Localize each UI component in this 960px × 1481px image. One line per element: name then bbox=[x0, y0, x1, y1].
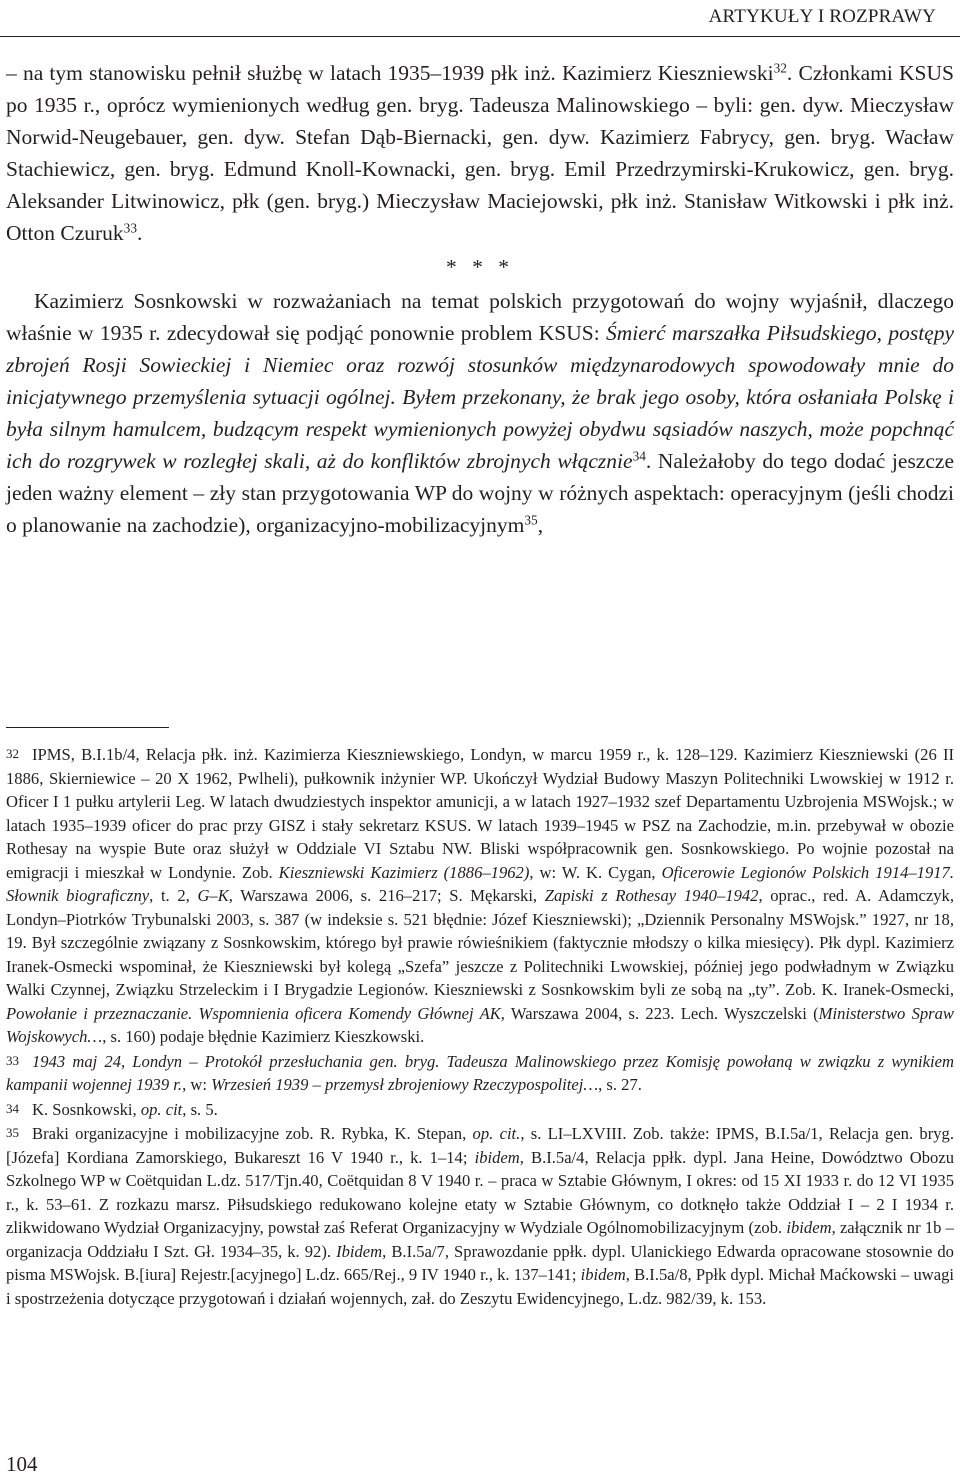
sosnkowski-quote: Śmierć marszałka Piłsudskiego, postępy zbrojeń Rosji Sowieckiej i Niemiec oraz rozwój stosunków międzynarodowych spowodowały mnie do inicjatywnego przemyślenia sytuacji ogólnej. Byłem przekonany, że brak jego osoby, która osłaniała Polskę i była silnym hamulcem, budzącym respekt wymienionych powyżej obydwu sąsiadów naszych, może popchnąć ich do rozgrywek w rozległej skali, aż do konfliktów zbrojnych włącznie bbox=[6, 321, 954, 473]
footnote-32: 32 IPMS, B.I.1b/4, Relacja płk. inż. Kazimierza Kieszniewskiego, Londyn, w marcu 1959 r., k. 128–129. Kazimierz Kieszniewski (26 II 1886, Skierniewice – 20 X 1962, Pwlheli), pułkownik inżynier WP. Ukończył Wydział Budowy Maszyn Politechniki Lwowskiej w 1912 r. Oficer I 1 pułku artylerii Leg. W latach dwudziestych inspektor amunicji, a w latach 1927–1932 szef Departamentu Uzbrojenia MSWojsk.; w latach 1935–1939 oficer do prac przy GISZ i stały sekretarz KSUS. W latach 1939–1945 w PSZ na Zachodzie, m.in. przebywał w obozie Rothesay na wyspie Bute oraz służył w Oddziale VI Sztabu NW. Bliski współpracownik gen. Sosnkowskiego. Po wojnie pozostał na emigracji i mieszkał w Londynie. Zob. Kieszniewski Kazimierz (1886–1962), w: W. K. Cygan, Oficerowie Legionów Polskich 1914–1917. Słownik biograficzny, t. 2, G–K, Warszawa 2006, s. 216–217; S. Mękarski, Zapiski z Rothesay 1940–1942, oprac., red. A. Adamczyk, Londyn–Piotrków Trybunalski 2003, s. 387 (w indeksie s. 521 błędnie: Józef Kieszniewski); „Dziennik Personalny MSWojsk.” 1927, nr 18, 19. Był szczególnie związany z Sosnkowskim, którego był prawie rówieśnikiem (faktycznie młodszy o kilka miesięcy). Płk dypl. Kazimierz Iranek-Osmecki wspominał, że Kieszniewski był kolegą „Szefa” jeszcze z Politechniki Lwowskiej, później jego podwładnym w Związku Walki Czynnej, Związku Strzeleckim i I Brygadzie Legionów. Kieszniewski z Sosnkowskim byli ze sobą na „ty”. Zob. K. Iranek-Osmecki, Powołanie i przeznaczanie. Wspomnienia oficera Komendy Głównej AK, Warszawa 2004, s. 223. Lech. Wyszczelski (Ministerstwo Spraw Wojskowych…, s. 160) podaje błędnie Kazimierz Kieszkowski. bbox=[6, 742, 954, 1049]
page-number: 104 bbox=[6, 1452, 38, 1476]
paragraph-2: Kazimierz Sosnkowski w rozważaniach na temat polskich przygotowań do wojny wyjaśnił, dlaczego właśnie w 1935 r. zdecydował się podjąć ponownie problem KSUS: Śmierć marszałka Piłsudskiego, postępy zbrojeń Rosji Sowieckiej i Niemiec oraz rozwój stosunków międzynarodowych spowodowały mnie do inicjatywnego przemyślenia sytuacji ogólnej. Byłem przekonany, że brak jego osoby, która osłaniała Polskę i była silnym hamulcem, budzącym respekt wymienionych powyżej obydwu sąsiadów naszych, może popchnąć ich do rozgrywek w rozległej skali, aż do konfliktów zbrojnych włącznie$^{34}$. Należałoby do tego dodać jeszcze jeden ważny element – zły stan przygotowania WP do wojny w różnych aspektach: operacyjnym (jeśli chodzi o planowanie na zachodzie), organizacyjno-mobilizacyjnym$^{35}$, bbox=[6, 289, 954, 537]
paragraph-1: – na tym stanowisku pełnił służbę w latach 1935–1939 płk inż. Kazimierz Kieszniewski$^{32}$. Członkami KSUS po 1935 r., oprócz wymienionych według gen. bryg. Tadeusza Malinowskiego – byli: gen. dyw. Mieczysław Norwid-Neugebauer, gen. dyw. Stefan Dąb-Biernacki, gen. dyw. Kazimierz Fabrycy, gen. bryg. Wacław Stachiewicz, gen. bryg. Edmund Knoll-Kownacki, gen. bryg. Emil Przedrzymirski-Krukowicz, gen. bryg. Aleksander Litwinowicz, płk (gen. bryg.) Mieczysław Maciejowski, płk inż. Stanisław Witkowski i płk inż. Otton Czuruk$^{33}$. bbox=[6, 60, 954, 245]
footnote-number: 33 bbox=[6, 1052, 19, 1068]
footnote-number: 35 bbox=[6, 1125, 19, 1140]
footnote-34: 34 K. Sosnkowski, op. cit, s. 5. bbox=[6, 1097, 954, 1122]
main-text bbox=[6, 58, 954, 542]
header-divider bbox=[0, 36, 960, 37]
footnote-ref-33[interactable]: 33 bbox=[123, 220, 137, 236]
running-header-title: ARTYKUŁY I ROZPRAWY bbox=[708, 6, 936, 27]
footnote-35: 35 Braki organizacyjne i mobilizacyjne zob. R. Rybka, K. Stepan, op. cit., s. LI–LXVIII. Zob. także: IPMS, B.I.5a/1, Relacja gen. bryg. [Józefa] Kordiana Zamorskiego, Bukareszt 16 V 1940 r., k. 1–14; ibidem, B.I.5a/4, Relacja ppłk. dypl. Jana Heine, Dowództwo Obozu Szkolnego WP w Coëtquidan L.dz. 517/Tjn.40, Coëtquidan 8 V 1940 r. – praca w Sztabie Głównym, I okres: od 15 XI 1933 r. do 12 VI 1935 r., k. 53–61. Z rozkazu marsz. Piłsudskiego redukowano kolejne etaty w Sztabie Głównym, co dotknęło także Oddział I – 2 I 1934 r. zlikwidowano Wydział Organizacyjny, powstał zaś Referat Organizacyjny w Wydziale Ogólnomobilizacyjnym (zob. ibidem, załącznik nr 1b – organizacja Oddziału I Szt. Gł. 1934–35, k. 92). Ibidem, B.I.5a/7, Sprawozdanie ppłk. dypl. Ulanickiego Edwarda opracowane stosownie do pisma MSWojsk. B.[iura] Rejestr.[acyjnego] L.dz. 665/Rej., 9 IV 1940 r., k. 137–141; ibidem, B.I.5a/8, Ppłk dypl. Michał Maćkowski – uwagi i spostrzeżenia dotyczące przygotowań i działań wojennych, zał. do Zeszytu Ewidencyjnego, L.dz. 982/39, k. 153. bbox=[6, 1121, 954, 1310]
footnote-divider bbox=[6, 727, 169, 728]
footnotes bbox=[6, 742, 954, 1310]
footnote-ref-34[interactable]: 34 bbox=[632, 448, 646, 464]
footnote-ref-35[interactable]: 35 bbox=[524, 512, 538, 528]
footnote-number: 34 bbox=[6, 1100, 19, 1116]
footnote-33: 33 1943 maj 24, Londyn – Protokół przesłuchania gen. bryg. Tadeusza Malinowskiego przez Komisję powołaną w związku z wynikiem kampanii wojennej 1939 r., w: Wrzesień 1939 – przemysł zbrojeniowy Rzeczypospolitej…, s. 27. bbox=[6, 1049, 954, 1097]
running-header bbox=[0, 0, 960, 34]
section-separator: * * * bbox=[446, 255, 514, 280]
footnote-ref-32[interactable]: 32 bbox=[773, 60, 787, 76]
footnote-number: 32 bbox=[6, 746, 19, 761]
